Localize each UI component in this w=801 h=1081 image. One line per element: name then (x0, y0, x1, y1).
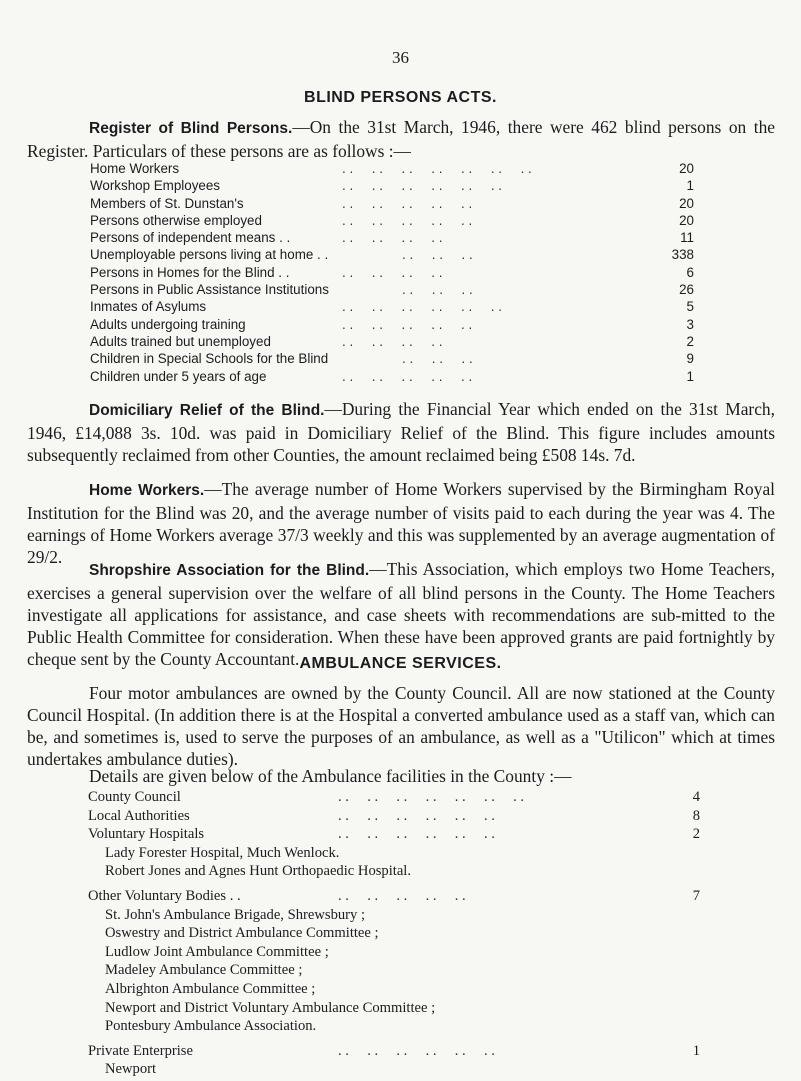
row-label: Home Workers (90, 161, 180, 176)
register-lead: Register of Blind Persons. (89, 120, 293, 137)
table-row (90, 333, 694, 350)
facility-member: Pontesbury Ambulance Association. (105, 1018, 317, 1035)
row-value: 1 (686, 178, 694, 194)
ambulance-details-intro: Details are given below of the Ambulance facilities in the County :— (89, 766, 572, 786)
facility-row (88, 825, 700, 844)
row-leader-dots: . . . . . . (402, 282, 473, 298)
ambulance-facilities-list (88, 788, 700, 1079)
row-label: Persons of independent means . . (90, 230, 291, 246)
table-row (90, 368, 694, 385)
facility-count: 4 (692, 789, 700, 805)
facility-member: Newport and District Voluntary Ambulance Committee ; (105, 999, 436, 1016)
row-label: Persons in Public Assistance Institutions (90, 282, 329, 298)
facility-label: Local Authorities (88, 807, 190, 824)
row-leader-dots: . . . . . . . . (342, 264, 443, 280)
facility-row (88, 807, 700, 826)
facility-member: Ludlow Joint Ambulance Committee ; (105, 943, 329, 960)
table-row (90, 195, 694, 212)
row-leader-dots: . . . . . . (402, 351, 473, 367)
facility-row (88, 788, 700, 807)
row-leader-dots: . . . . . . . . . . . . (342, 178, 502, 194)
table-row (90, 160, 694, 177)
ambulance-heading: AMBULANCE SERVICES. (299, 655, 502, 672)
shropshire-lead: Shropshire Association for the Blind. (89, 562, 370, 579)
facility-label: Private Enterprise (88, 1042, 193, 1059)
row-label: Adults trained but unemployed (90, 333, 271, 349)
row-value: 11 (680, 230, 694, 246)
row-label: Unemployable persons living at home . . (90, 247, 329, 263)
row-value: 338 (671, 247, 694, 263)
facility-label: County Council (88, 789, 181, 805)
facility-leader-dots: . . . . . . . . . . . . (338, 826, 495, 843)
table-row (90, 316, 694, 333)
ambulance-intro-paragraph: Four motor ambulances are owned by the County Council. All are now stationed at the County Council Hospital. (In addition there is at the Hospital a converted ambulance used as a staff van, which can be, and sometimes is, used to serve the purposes of an ambulance, as well as a "Utilicon" which at times undertakes ambulance duties). (27, 683, 775, 769)
facility-label: Voluntary Hospitals (88, 826, 205, 843)
row-leader-dots: . . . . . . . . . . (342, 368, 473, 384)
row-value: 26 (679, 282, 694, 298)
row-value: 20 (679, 212, 694, 228)
page-number: 36 (392, 48, 409, 67)
facility-member: Madeley Ambulance Committee ; (105, 962, 303, 979)
table-row (90, 298, 694, 315)
facility-member: Albrighton Ambulance Committee ; (105, 980, 316, 997)
row-value: 20 (679, 161, 694, 176)
facility-leader-dots: . . . . . . . . . . . . (338, 807, 495, 824)
blind-persons-heading: BLIND PERSONS ACTS. (304, 89, 497, 106)
facility-count: 1 (692, 1042, 700, 1059)
row-label: Children under 5 years of age (90, 368, 267, 384)
row-leader-dots: . . . . . . . . . . (342, 316, 473, 332)
table-row (90, 281, 694, 298)
table-row (90, 246, 694, 263)
row-value: 5 (686, 299, 694, 315)
facility-count: 2 (692, 826, 700, 843)
table-row (90, 264, 694, 281)
row-leader-dots: . . . . . . . . . . (342, 195, 473, 211)
row-value: 2 (686, 333, 694, 349)
row-label: Workshop Employees (90, 178, 220, 194)
blind-persons-table (90, 160, 694, 385)
home-workers-paragraph (27, 478, 775, 568)
row-label: Inmates of Asylums (90, 299, 207, 315)
facility-leader-dots: . . . . . . . . . . . . . . (338, 789, 525, 805)
table-row (90, 350, 694, 367)
shropshire-text: —This Association, which employs two Home Teachers, exercises a general supervision over the welfare of all blind persons in the County. The Home Teachers investigate all applications for assistance, and case sheets with recommendations are sub-mitted to the Public Health Committee for consideration. When these have been approved grants are paid fortnightly by cheque sent by the County Accountant. (27, 559, 776, 669)
facility-member: Newport (105, 1061, 157, 1078)
table-row (90, 229, 694, 246)
shropshire-paragraph (27, 558, 775, 670)
facility-member: St. John's Ambulance Brigade, Shrewsbury ; (105, 906, 366, 923)
facility-label: Other Voluntary Bodies . . (88, 887, 241, 904)
facility-row (88, 1042, 700, 1061)
row-leader-dots: . . . . . . . . . . (342, 212, 473, 228)
row-label: Adults undergoing training (90, 316, 246, 332)
row-label: Persons otherwise employed (90, 212, 262, 228)
row-leader-dots: . . . . . . . . . . . . (342, 299, 502, 315)
row-leader-dots: . . . . . . . . (342, 230, 443, 246)
row-value: 9 (686, 351, 694, 367)
facility-count: 8 (692, 807, 700, 824)
table-row (90, 177, 694, 194)
register-paragraph (27, 116, 775, 162)
facility-member: Lady Forester Hospital, Much Wenlock. (105, 844, 340, 861)
home-workers-lead: Home Workers. (89, 482, 205, 499)
row-leader-dots: . . . . . . . . . . . . . . (342, 161, 532, 176)
domiciliary-text: —During the Financial Year which ended on the 31st March, 1946, £14,088 3s. 10d. was paid in Domiciliary Relief of the Blind. This figure includes amounts subsequently reclaimed from other Counties, the amount reclaimed being £508 14s. 7d. (27, 399, 775, 465)
facility-row (88, 887, 700, 906)
row-value: 3 (686, 316, 694, 332)
row-label: Children in Special Schools for the Blind (90, 351, 329, 367)
facility-member: Oswestry and District Ambulance Committee ; (105, 925, 379, 942)
row-leader-dots: . . . . . . . . (342, 333, 443, 349)
row-leader-dots: . . . . . . (402, 247, 473, 263)
row-label: Persons in Homes for the Blind . . (90, 264, 290, 280)
facility-leader-dots: . . . . . . . . . . (338, 887, 466, 904)
home-workers-text: —The average number of Home Workers supervised by the Birmingham Royal Institution for the Blind was 20, and the average number of visits paid to each during the year was 4. The earnings of Home Workers average 37/3 weekly and this was supplemented by an average augmentation of 29/2. (27, 479, 775, 567)
facility-leader-dots: . . . . . . . . . . . . (338, 1042, 495, 1059)
row-label: Members of St. Dunstan's (90, 195, 244, 211)
domiciliary-paragraph (27, 398, 775, 466)
table-row (90, 212, 694, 229)
facility-count: 7 (692, 887, 700, 904)
facility-member: Robert Jones and Agnes Hunt Orthopaedic Hospital. (105, 863, 412, 880)
domiciliary-lead: Domiciliary Relief of the Blind. (89, 402, 325, 419)
row-value: 6 (686, 264, 694, 280)
row-value: 1 (686, 368, 694, 384)
register-text: —On the 31st March, 1946, there were 462 blind persons on the Register. Particulars of these persons are as follows :— (27, 117, 775, 161)
row-value: 20 (679, 195, 694, 211)
